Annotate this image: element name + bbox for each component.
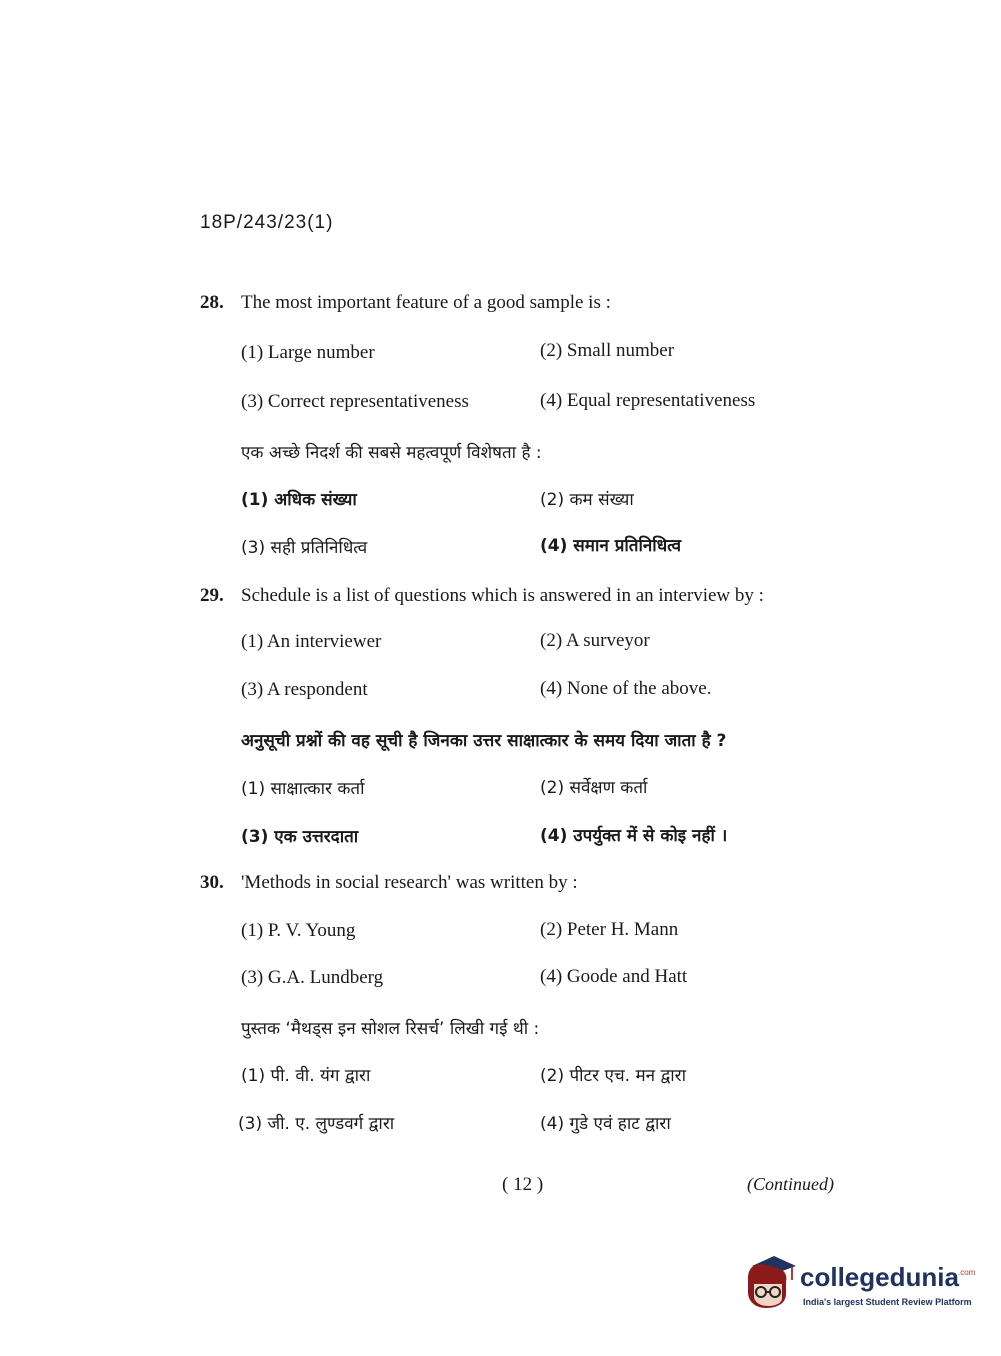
option-en-3: (3) G.A. Lundberg bbox=[241, 967, 384, 988]
option-en-4: (4) Equal representativeness bbox=[540, 390, 756, 411]
option-en-2: (2) Small number bbox=[540, 340, 675, 361]
question-text-hi: अनुसूची प्रश्नों की वह सूची है जिनका उत्तर साक्षात्कार के समय दिया जाता है ? bbox=[241, 731, 727, 751]
question-text-en: The most important feature of a good sample is : bbox=[241, 292, 611, 313]
option-hi-4: (4) गुडे एवं हाट द्वारा bbox=[540, 1114, 671, 1134]
mascot-icon bbox=[742, 1248, 798, 1312]
option-en-1: (1) An interviewer bbox=[241, 631, 382, 652]
paper-code: 18P/243/23(1) bbox=[200, 212, 334, 233]
question-text-hi: पुस्तक ‘मैथड्स इन सोशल रिसर्च’ लिखी गई थी : bbox=[241, 1019, 540, 1039]
option-hi-4: (4) समान प्रतिनिधित्व bbox=[540, 536, 682, 556]
page-number: ( 12 ) bbox=[502, 1174, 544, 1195]
question-number: 29. bbox=[200, 585, 224, 606]
question-text-en: 'Methods in social research' was written by : bbox=[241, 872, 578, 893]
option-hi-1: (1) पी. वी. यंग द्वारा bbox=[241, 1066, 371, 1086]
option-en-1: (1) P. V. Young bbox=[241, 920, 356, 941]
option-en-4: (4) None of the above. bbox=[540, 678, 712, 699]
option-hi-3: (3) एक उत्तरदाता bbox=[241, 827, 359, 847]
option-en-4: (4) Goode and Hatt bbox=[540, 966, 688, 987]
option-hi-1: (1) साक्षात्कार कर्ता bbox=[241, 779, 365, 799]
option-hi-2: (2) कम संख्या bbox=[540, 490, 634, 510]
option-en-2: (2) Peter H. Mann bbox=[540, 919, 679, 940]
question-text-hi: एक अच्छे निदर्श की सबसे महत्वपूर्ण विशेषता है : bbox=[241, 443, 542, 463]
continued-label: (Continued) bbox=[747, 1174, 834, 1194]
question-text-en: Schedule is a list of questions which is answered in an interview by : bbox=[241, 585, 764, 606]
option-hi-3: (3) सही प्रतिनिधित्व bbox=[241, 538, 368, 558]
option-en-3: (3) Correct representativeness bbox=[241, 391, 469, 412]
option-hi-3: (3) जी. ए. लुण्डवर्ग द्वारा bbox=[238, 1114, 395, 1134]
option-hi-2: (2) पीटर एच. मन द्वारा bbox=[540, 1066, 687, 1086]
option-hi-2: (2) सर्वेक्षण कर्ता bbox=[540, 778, 648, 798]
brand-domain: .com bbox=[958, 1268, 976, 1277]
option-hi-4: (4) उपर्युक्त में से कोइ नहीं । bbox=[540, 826, 728, 846]
option-en-1: (1) Large number bbox=[241, 342, 375, 363]
question-number: 28. bbox=[200, 292, 224, 313]
question-number: 30. bbox=[200, 872, 224, 893]
option-hi-1: (1) अधिक संख्या bbox=[241, 490, 357, 510]
brand-name: collegedunia bbox=[800, 1262, 959, 1292]
option-en-3: (3) A respondent bbox=[241, 679, 368, 700]
brand-tagline: India's largest Student Review Platform bbox=[803, 1297, 972, 1307]
option-en-2: (2) A surveyor bbox=[540, 630, 650, 651]
